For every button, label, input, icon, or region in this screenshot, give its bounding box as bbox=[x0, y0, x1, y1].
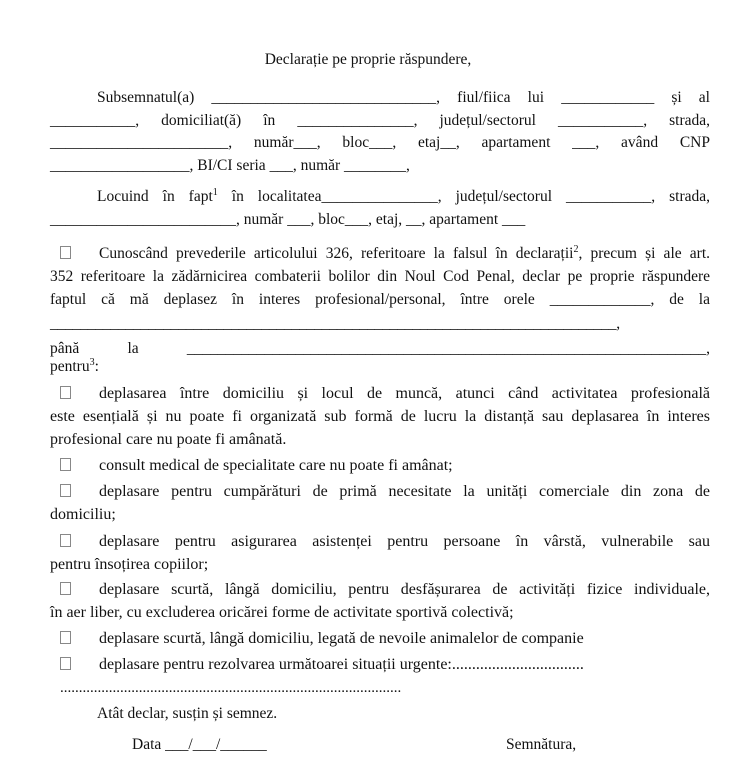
declaration-line-2: 352 referitoare la zădărnicirea combaterii bolilor din Noul Cod Penal, declar pe proprie răspundere bbox=[50, 268, 710, 285]
reason-6-text: deplasare scurtă, lângă domiciliu, legată de nevoile animalelor de companie bbox=[99, 630, 584, 647]
footnote-ref-1: 1 bbox=[212, 187, 218, 198]
identity-line-2: ___________, domiciliat(ă) în _______________, județul/sectorul ___________, strada, bbox=[50, 112, 710, 129]
reason-2 bbox=[50, 456, 710, 476]
declaration-line-5: până la ___________________________________________________________________, bbox=[50, 340, 710, 357]
colon: : bbox=[94, 358, 99, 375]
declaration-line-1 bbox=[50, 244, 710, 264]
residence-line-2: ________________________, număr ___, bloc___, etaj, __, apartament ___ bbox=[50, 211, 526, 228]
declaration-text: Cunoscând prevederile articolului 326, referitoare la falsul în declarații bbox=[99, 245, 574, 262]
reason-4-text: deplasare pentru asigurarea asistenței pentru persoane în vârstă, vulnerabile sau bbox=[99, 533, 710, 550]
checkbox-reason-work[interactable] bbox=[60, 386, 71, 399]
signature-label: Semnătura, bbox=[506, 736, 577, 753]
reason-5-line-1 bbox=[50, 580, 710, 600]
identity-line-1: Subsemnatul(a) _____________________________, fiul/fiica lui ____________ și al bbox=[97, 89, 710, 106]
reason-5-text: deplasare scurtă, lângă domiciliu, pentru desfășurarea de activități fizice individuale, bbox=[99, 581, 710, 598]
reason-4-line-1 bbox=[50, 532, 710, 552]
for-label: pentru bbox=[50, 358, 90, 375]
declaration-line-6 bbox=[50, 357, 710, 377]
checkbox-reason-shopping[interactable] bbox=[60, 484, 71, 497]
checkbox-reason-pets[interactable] bbox=[60, 631, 71, 644]
reason-4-line-2: pentru însoțirea copiilor; bbox=[50, 556, 209, 573]
declaration-text-rest: , precum și ale art. bbox=[578, 245, 710, 262]
residence-line-1-rest: în localitatea_______________, județul/sectorul ___________, strada, bbox=[217, 188, 710, 205]
declaration-line-4: ___________________________________________________________________________, bbox=[50, 315, 620, 332]
reason-5-line-2: în aer liber, cu excluderea oricărei forme de activitate sportivă colectivă; bbox=[50, 604, 514, 621]
document-title: Declarație pe proprie răspundere, bbox=[264, 51, 472, 68]
reason-7-text: deplasare pentru rezolvarea următoarei situații urgente:................................. bbox=[99, 656, 584, 673]
date-field: Data ___/___/______ bbox=[132, 736, 267, 753]
checkbox-reason-medical[interactable] bbox=[60, 458, 71, 471]
reason-6 bbox=[50, 629, 710, 649]
reason-1-line-2: este esențială și nu poate fi organizată sub formă de lucru la distanță sau deplasarea în interes bbox=[50, 408, 710, 425]
reason-2-text: consult medical de specialitate care nu poate fi amânat; bbox=[99, 457, 453, 474]
residence-label: Locuind în fapt bbox=[97, 188, 213, 205]
reason-1-line-1 bbox=[50, 384, 710, 404]
reason-3-text: deplasare pentru cumpărături de primă necesitate la unități comerciale din zona de bbox=[99, 483, 710, 500]
reason-7-line-1 bbox=[50, 655, 710, 675]
declaration-line-3: faptul că mă deplasez în interes profesional/personal, între orele _____________, de la bbox=[50, 291, 710, 308]
reason-7-line-2: ........................................................................................... bbox=[60, 680, 402, 696]
footnote-ref-2: 2 bbox=[573, 244, 579, 255]
reason-1-line-3: profesional care nu poate fi amânată. bbox=[50, 431, 287, 448]
reason-1-text: deplasarea între domiciliu și locul de muncă, atunci când activitatea profesională bbox=[99, 385, 710, 402]
checkbox-declaration[interactable] bbox=[60, 246, 71, 259]
reason-3-line-2: domiciliu; bbox=[50, 506, 116, 523]
checkbox-reason-urgent[interactable] bbox=[60, 657, 71, 670]
reason-3-line-1 bbox=[50, 482, 710, 502]
identity-line-4: __________________, BI/CI seria ___, număr ________, bbox=[50, 157, 410, 174]
identity-line-3: _______________________, număr___, bloc___, etaj__, apartament ___, având CNP bbox=[50, 134, 710, 151]
checkbox-reason-exercise[interactable] bbox=[60, 582, 71, 595]
closing-statement: Atât declar, susțin și semnez. bbox=[97, 705, 278, 722]
footnote-ref-3: 3 bbox=[89, 357, 95, 368]
checkbox-reason-assistance[interactable] bbox=[60, 534, 71, 547]
residence-line-1 bbox=[97, 187, 710, 207]
